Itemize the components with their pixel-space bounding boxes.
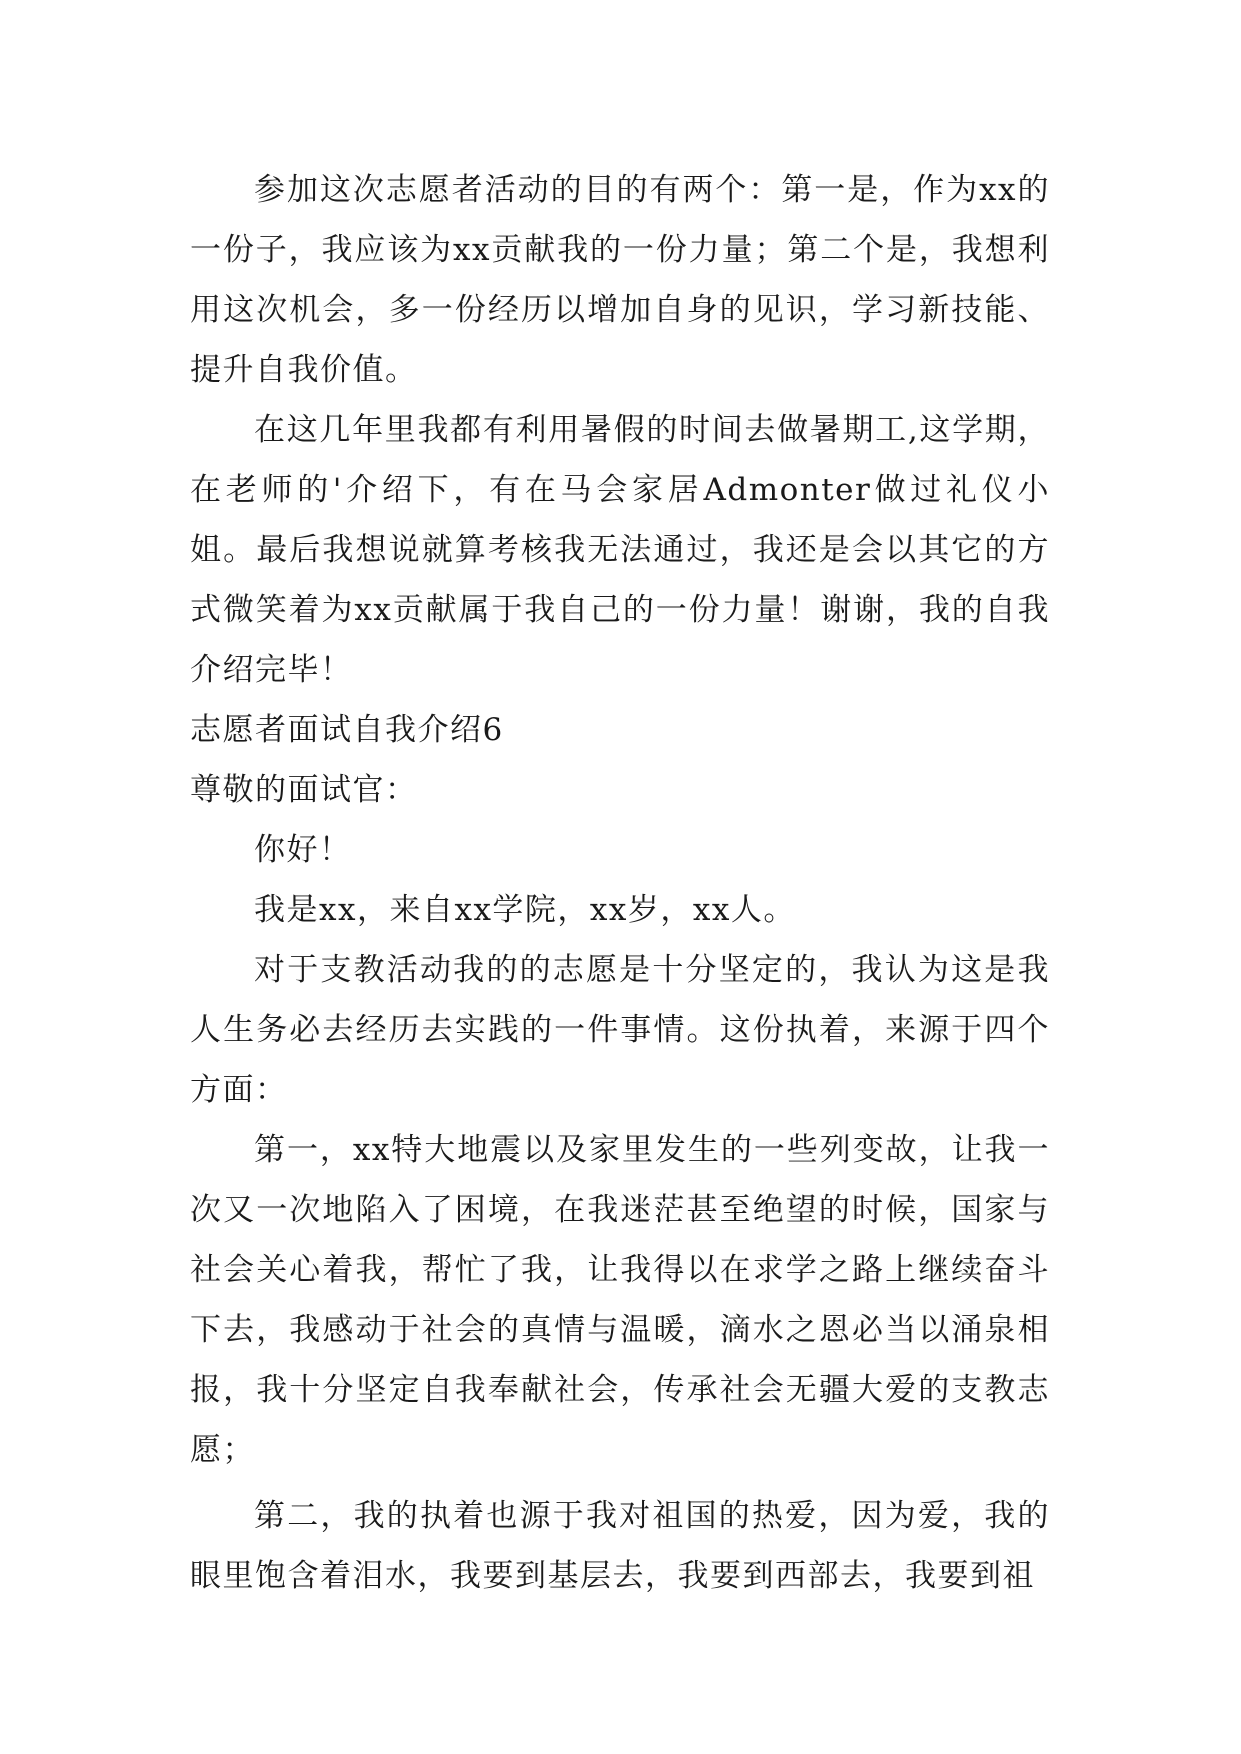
paragraph-work-experience: 在这几年里我都有利用暑假的时间去做暑期工,这学期，在老师的'介绍下，有在马会家居Admonter做过礼仪小姐。最后我想说就算考核我无法通过，我还是会以其它的方式微笑着为xx贡献属于我自己的一份力量！谢谢，我的自我介绍完毕！ xyxy=(190,412,1050,688)
salutation: 尊敬的面试官： xyxy=(190,772,418,808)
paragraph-self-intro: 我是xx，来自xx学院，xx岁，xx人。 xyxy=(254,892,796,928)
paragraph-volunteer-purpose: 参加这次志愿者活动的目的有两个：第一是，作为xx的一份子，我应该为xx贡献我的一份力量；第二个是，我想利用这次机会，多一份经历以增加自身的见识，学习新技能、提升自我价值。 xyxy=(190,172,1050,388)
document-body xyxy=(190,160,1050,1606)
paragraph-greeting: 你好！ xyxy=(254,832,352,868)
paragraph-reason-two: 第二，我的执着也源于我对祖国的热爱，因为爱，我的眼里饱含着泪水，我要到基层去，我要到西部去，我要到祖 xyxy=(190,1498,1050,1594)
paragraph-motivation: 对于支教活动我的的志愿是十分坚定的，我认为这是我人生务必去经历去实践的一件事情。这份执着，来源于四个方面： xyxy=(190,952,1050,1108)
section-heading: 志愿者面试自我介绍6 xyxy=(190,712,504,748)
paragraph-reason-one: 第一，xx特大地震以及家里发生的一些列变故，让我一次又一次地陷入了困境，在我迷茫甚至绝望的时候，国家与社会关心着我，帮忙了我，让我得以在求学之路上继续奋斗下去，我感动于社会的真情与温暖，滴水之恩必当以涌泉相报，我十分坚定自我奉献社会，传承社会无疆大爱的支教志愿； xyxy=(190,1132,1050,1468)
